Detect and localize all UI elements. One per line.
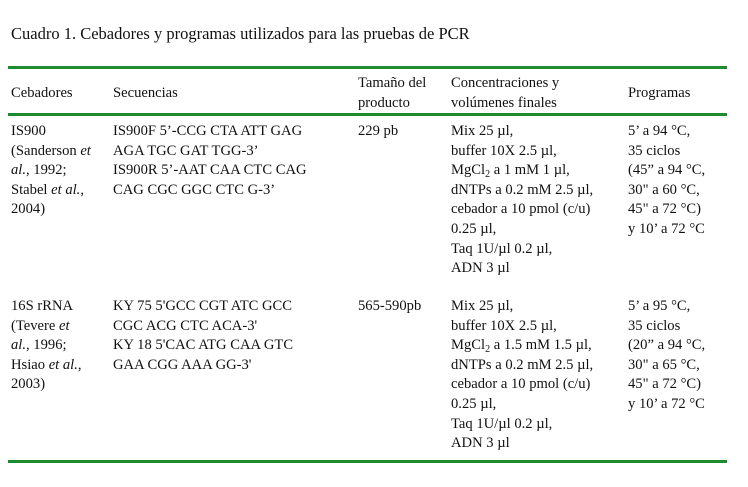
row2-primer xyxy=(11,297,82,395)
row1-size: 229 pb xyxy=(358,123,399,139)
bottom-rule xyxy=(8,460,727,463)
header-tamano xyxy=(358,74,426,113)
header-tamano-line: Tamaño del xyxy=(358,75,427,91)
primer-references: (Sanderson et al., 1992; Stabel et al., 2004) xyxy=(11,142,91,218)
sequence-line: IS900F 5’-CCG CTA ATT GAG xyxy=(113,123,303,139)
header-tamano-line: producto xyxy=(358,94,410,111)
program-line: 5’ a 95 °C, xyxy=(628,298,691,314)
sequence-line: KY 75 5'GCC CGT ATC GCC xyxy=(113,298,293,314)
program-line: y 10’ a 72 °C xyxy=(628,395,705,412)
sequence-line: KY 18 5'CAC ATG CAA GTC xyxy=(113,337,294,354)
row2-program xyxy=(628,297,705,415)
row1-program xyxy=(628,122,705,240)
program-line: 30" a 65 °C, xyxy=(628,356,700,373)
row1-primer xyxy=(11,122,91,220)
sequence-line: IS900R 5’-AAT CAA CTC CAG xyxy=(113,162,307,179)
program-line: 30" a 60 °C, xyxy=(628,181,700,198)
program-line: y 10’ a 72 °C xyxy=(628,220,705,237)
program-line: 35 ciclos xyxy=(628,317,681,334)
row2-size: 565-590pb xyxy=(358,298,422,314)
sequence-line: GAA CGG AAA GG-3' xyxy=(113,356,252,373)
sequence-line: CGC ACG CTC ACA-3' xyxy=(113,317,258,334)
primer-name: IS900 xyxy=(11,123,46,139)
header-cebadores: Cebadores xyxy=(11,85,73,101)
row1-concentrations: Mix 25 µl, buffer 10X 2.5 µl, MgCl$_2$ a 1 mM 1 µl, dNTPs a 0.2 mM 2.5 µl, cebador a 10 pmol (c/u) 0.25 µl, Taq 1U/µl 0.2 µl, ADN 3 µl xyxy=(451,123,594,277)
table-caption: Cuadro 1. Cebadores y programas utilizados para las pruebas de PCR xyxy=(11,24,470,43)
sequence-line: CAG CGC GGC CTC G-3’ xyxy=(113,181,276,198)
program-line: (20” a 94 °C, xyxy=(628,337,706,354)
program-line: (45” a 94 °C, xyxy=(628,162,706,179)
row2-sequences xyxy=(113,297,293,375)
header-concentraciones xyxy=(451,74,559,113)
header-rule xyxy=(8,113,727,116)
sequence-line: AGA TGC GAT TGG-3’ xyxy=(113,142,259,159)
primer-references: (Tevere et al., 1996; Hsiao et al., 2003) xyxy=(11,317,82,393)
header-programas: Programas xyxy=(628,85,691,101)
row1-sequences xyxy=(113,122,307,200)
header-concentraciones-line: Concentraciones y xyxy=(451,75,560,91)
header-concentraciones-line: volúmenes finales xyxy=(451,94,557,111)
program-line: 45" a 72 °C) xyxy=(628,201,701,218)
top-rule xyxy=(8,66,727,69)
primer-name: 16S rRNA xyxy=(11,298,74,314)
program-line: 45" a 72 °C) xyxy=(628,376,701,393)
header-secuencias: Secuencias xyxy=(113,85,178,101)
program-line: 5’ a 94 °C, xyxy=(628,123,691,139)
program-line: 35 ciclos xyxy=(628,142,681,159)
row2-concentrations: Mix 25 µl, buffer 10X 2.5 µl, MgCl$_2$ a 1.5 mM 1.5 µl, dNTPs a 0.2 mM 2.5 µl, cebador a 10 pmol (c/u) 0.25 µl, Taq 1U/µl 0.2 µl, ADN 3 µl xyxy=(451,298,594,452)
